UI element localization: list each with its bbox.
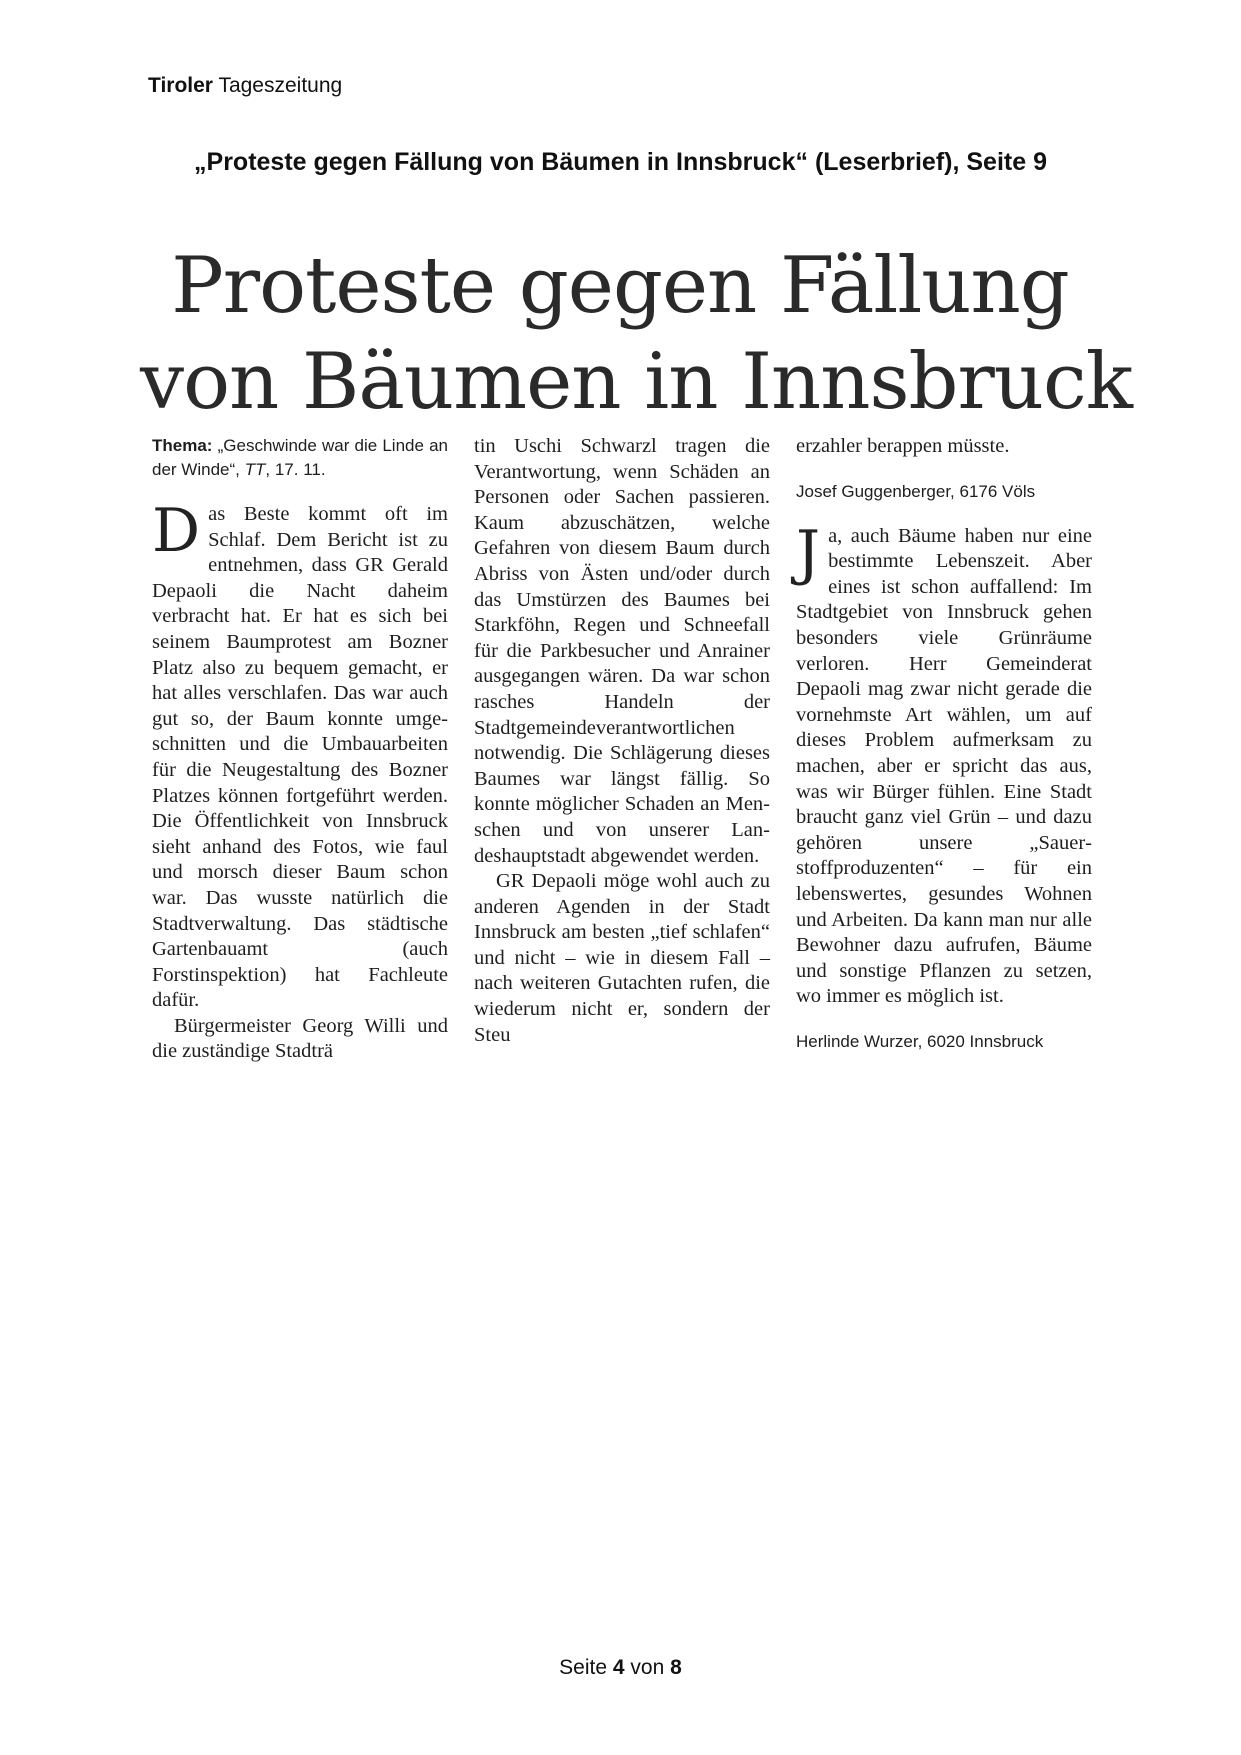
footer-page-total: 8	[670, 1656, 682, 1679]
column-3	[796, 434, 1092, 1074]
letter2-dropcap: J	[796, 517, 821, 588]
document-title: „Proteste gegen Fällung von Bäumen in Innsbruck“ (Leserbrief), Seite 9	[194, 148, 1047, 176]
brand-bold: Tiroler	[148, 74, 213, 97]
footer-page-number: 4	[612, 1656, 625, 1679]
topic-line	[152, 434, 448, 482]
letter2-author: Herlinde Wurzer, 6020 Innsbruck	[796, 1031, 1044, 1051]
topic-text: „Geschwinde war die Linde an der Winde“,	[152, 436, 448, 479]
letter1-author: Josef Guggenberger, 6176 Völs	[796, 481, 1036, 501]
letter2-p1-text: a, auch Bäume haben nur eine bestimmte Lebenszeit. Aber eines ist schon auffallend: Im Stadtgebiet von Innsbruck gehen besonders viele Grünräume verloren. Herr Gemeinderat Depaoli mag zwar nicht gerade die vornehmste Art wählen, um auf dieses Problem aufmerksam zu machen, aber er spricht das aus, was wir Bürger fühlen. Eine Stadt braucht ganz viel Grün – und dazu gehören unsere „Sauerstoffproduzenten“ – für ein lebenswertes, gesundes Wohnen und Arbeiten. Da kann man nur alle Bewohner dazu aufrufen, Bäume und sonstige Pflanzen zu setzen, wo immer es möglich ist.	[796, 524, 1092, 1008]
footer-middle: von	[630, 1656, 665, 1679]
topic-source: TT	[244, 460, 266, 479]
letter1-paragraph-3a: GR Depaoli möge wohl auch zu anderen Agenden in der Stadt Innsbruck am besten „tief schlafen“ und nicht – wie in diesem Fall – nach weiteren Gutachten rufen, die wiederum nicht er, sondern der Steu	[474, 870, 770, 1046]
letter1-paragraph-1	[152, 496, 448, 1014]
headline-line-1: Proteste gegen Fällung	[171, 241, 1069, 331]
column-2	[474, 434, 770, 1048]
article-headline	[140, 238, 1132, 430]
topic-date: , 17. 11.	[265, 460, 326, 479]
headline-line-2: von Bäumen in Innsbruck	[140, 337, 1132, 427]
letter1-paragraph-2b: tin Uschi Schwarzl tragen die Verantwortung, wenn Schäden an Personen oder Sachen passieren. Kaum abzuschätzen, welche Gefahren von diesem Baum durch Abriss von Ästen und/oder durch das Umstürzen des Baumes bei Starkföhn, Regen und Schneefall für die Parkbesucher und Anrainer ausgegangen wären. Da war schon rasches Handeln der Stadtgemeindeverantwortlichen notwendig. Die Schlägerung dieses Baumes war längst fällig. So konnte möglicher Schaden an Menschen und von unserer Landeshauptstadt abgewendet werden.	[474, 435, 770, 867]
letter1-dropcap: D	[152, 496, 201, 566]
footer-prefix: Seite	[559, 1656, 608, 1679]
column-1	[152, 434, 448, 1065]
publication-brand	[148, 74, 342, 98]
topic-label: Thema:	[152, 436, 213, 455]
brand-regular: Tageszeitung	[218, 74, 343, 97]
letter2-paragraph-1	[796, 517, 1092, 1010]
page-footer	[0, 1656, 1241, 1680]
letter1-paragraph-2a: Bürgermeister Georg Willi und die zuständige Stadträ	[152, 1014, 448, 1063]
letter1-p1-text: as Beste kommt oft im Schlaf. Dem Bericht ist zu entnehmen, dass GR Gerald Depaoli die Nacht daheim verbracht hat. Er hat es sich bei seinem Baumprotest am Bozner Platz also zu bequem gemacht, er hat alles verschlafen. Das war auch gut so, der Baum konnte umgeschnitten und die Umbauarbeiten für die Neugestaltung des Bozner Platzes können fortgeführt werden. Die Öffentlichkeit von Innsbruck sieht anhand des Fotos, wie faul und morsch dieser Baum schon war. Das wusste natürlich die Stadtverwaltung. Das städtische Gartenbauamt (auch Forstinspektion) hat Fachleute dafür.	[152, 503, 448, 1012]
letter1-paragraph-3b: erzahler berappen müsste.	[796, 435, 1010, 457]
